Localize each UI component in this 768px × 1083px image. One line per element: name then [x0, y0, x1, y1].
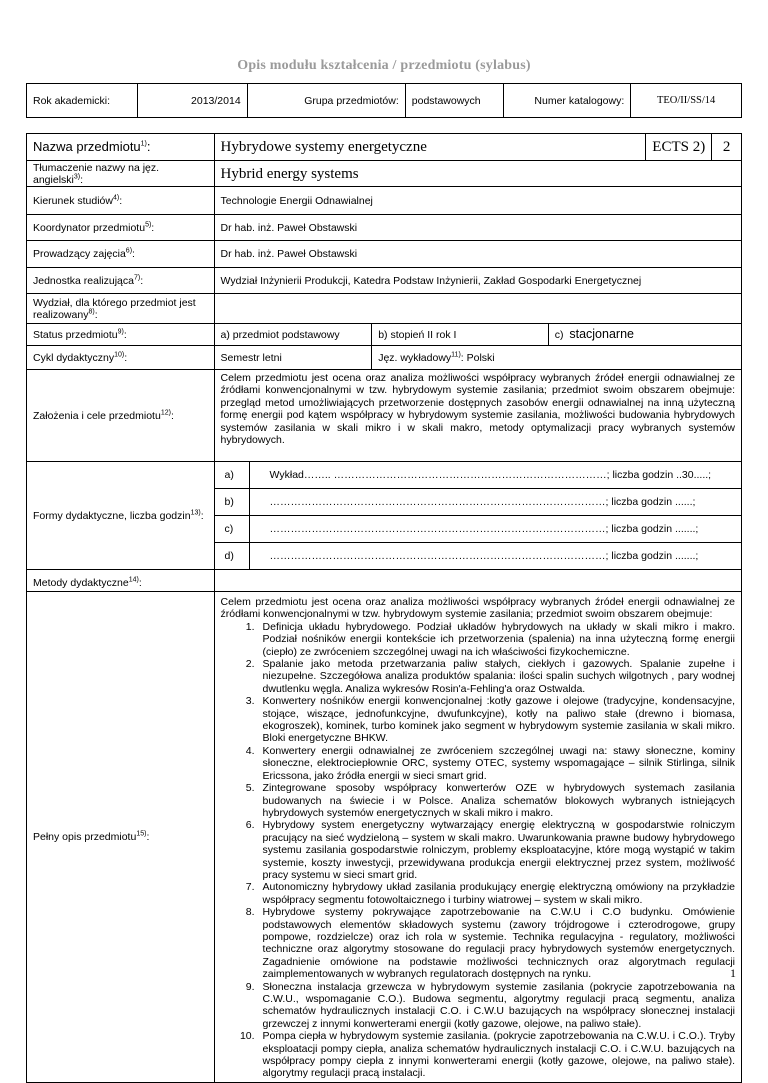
document-title: Opis modułu kształcenia / przedmiotu (sylabus): [237, 58, 531, 73]
numer-label: Numer katalogowy:: [534, 94, 625, 107]
zal-sup: 12): [160, 409, 171, 416]
metody-sup: 14): [128, 576, 139, 584]
list-item: [221, 745, 735, 782]
ects-label-cell: [646, 134, 712, 161]
status-label-cell: Status przedmiotu$^{9)}$:: [27, 324, 215, 346]
list-num: 5.: [245, 782, 255, 795]
cykl-label: Cykl dydaktyczny: [33, 351, 115, 364]
prow-value-cell: [214, 241, 741, 268]
forma-value: ……………………………………………………………………………………; liczba godzin ......;: [269, 496, 696, 508]
metody-label: Metody dydaktyczne: [33, 577, 129, 589]
wydz-label: Wydział, dla którego przedmiot jest realizowany: [33, 296, 196, 321]
cykl-sup: 10): [114, 351, 125, 358]
jez-value: : Polski: [460, 351, 495, 364]
row-metody: [27, 570, 742, 592]
row-tlumaczenie: [27, 161, 742, 187]
list-num: 2.: [245, 658, 255, 671]
prow-label: Prowadzący zajęcia: [33, 248, 126, 260]
syllabus-table: [26, 133, 742, 1083]
list-item: [221, 782, 735, 819]
zal-label-cell: Założenia i cele przedmiotu$^{12)}$:: [27, 370, 215, 462]
forma-value: ……………………………………………………………………………………; liczba godzin .......;: [269, 523, 699, 535]
nazwa-label: Nazwa przedmiotu: [33, 139, 141, 154]
list-num: 10.: [239, 1030, 255, 1043]
koord-label: Koordynator przedmiotu: [33, 221, 146, 234]
list-text: Pompa ciepła w hybrydowym systemie zasilania. (pokrycie zapotrzebowania na C.W.U. i C.O.). Tryby eksploatacji pompy ciepła, analiza schematów hydraulicznych instalacji C.O. i C.W.U. bazujących na współpracy pompy ciepła z innymi konwerterami energii (kotły gazowe, olejowe, na paliwo stałe). algorytmy regulacji pracą instalacji.: [262, 1030, 735, 1080]
row-koordynator: [27, 215, 742, 241]
grupa-value-cell: [405, 84, 503, 118]
nazwa-value-cell: [214, 134, 646, 161]
tlum-label-cell: Tłumaczenie nazwy na jęz. angielski$^{3)}$:: [27, 161, 215, 187]
page-number: 1: [730, 966, 736, 980]
kier-sup: 4): [112, 194, 120, 201]
jedn-value-cell: [214, 268, 741, 294]
row-zalozenia: [27, 370, 742, 462]
formy-value-cell: [214, 462, 741, 570]
kier-value-cell: [214, 187, 741, 215]
grupa-label: Grupa przedmiotów:: [304, 94, 399, 107]
rok-label-cell: [27, 84, 138, 118]
list-num: 8.: [245, 906, 255, 919]
formy-sup: 13): [190, 509, 201, 516]
status-c: stacjonarne: [569, 327, 634, 341]
metody-label-cell: Metody dydaktyczne$^{14)}$:: [27, 570, 215, 592]
pelny-value-cell: [214, 592, 741, 1083]
tlum-value: Hybrid energy systems: [220, 165, 359, 182]
prow-sup: 6): [125, 247, 133, 255]
ects-value: 2: [722, 139, 731, 155]
list-item: [221, 658, 735, 695]
nazwa-label-cell: Nazwa przedmiotu$^{1)}$:: [27, 134, 215, 161]
forma-row: [215, 489, 741, 516]
list-text: Autonomiczny hybrydowy układ zasilania produkujący energię elektryczną omówiony na przykładzie współpracy segmentu fotowoltaicznego i turbiny wiatrowej – system w skali mikro.: [262, 881, 735, 906]
grupa-label-cell: [247, 84, 405, 118]
koord-sup: 5): [145, 221, 152, 228]
jez-cell: [372, 346, 742, 370]
cykl-value-cell: [214, 346, 372, 370]
status-a: a) przedmiot podstawowy: [220, 328, 340, 341]
jedn-sup: 7): [133, 274, 141, 281]
status-label: Status przedmiotu: [33, 328, 118, 341]
jedn-value: Wydział Inżynierii Produkcji, Katedra Podstaw Inżynierii, Zakład Gospodarki Energetycznej: [220, 274, 642, 287]
forma-row: [215, 462, 741, 489]
prow-value: Dr hab. inż. Paweł Obstawski: [220, 248, 358, 260]
pelny-label-cell: Pełny opis przedmiotu$^{15)}$:: [27, 592, 215, 1083]
list-num: 7.: [245, 881, 255, 894]
kier-label: Kierunek studiów: [33, 194, 113, 207]
ects-value-cell: [712, 134, 742, 161]
list-text: Definicja układu hybrydowego. Podział układów hybrydowych na układy w skali mikro i makro. Podział nośników energii kontekście ich przetworzenia (spalenia) na inna użyteczną formę energii (ciepło) ze zwróceniem szczególnej uwagi na ich właściwości fizykochemiczne.: [262, 620, 735, 658]
zal-value: Celem przedmiotu jest ocena oraz analiza możliwości współpracy wybranych źródeł energii odnawialnej ze źródłami konwencjonalnymi w tzw. hybrydowym systemie zasilania; przedmiot swoim obszarem obejmuje: przegląd metod umożliwiających przetworzenie dostępnych zasobów energii odnawialnej na inną użyteczną formę energii pod kątem współpracy w hybrydowym systemie zasilania, możliwości budowania hybrydowych systemów zasilania w skali mikro i w skali makro, metody optymalizacji pracy wybranych systemów hybrydowych.: [220, 372, 735, 447]
tlum-label: Tłumaczenie nazwy na jęz. angielski: [33, 161, 160, 186]
forma-label: d): [215, 543, 250, 569]
rok-value-cell: [137, 84, 247, 118]
list-text: Hybrydowe systemy pokrywające zapotrzebowanie na C.W.U i C.O budynku. Omówienie podstawowych elementów składowych systemu (zawory trójdrogowe i czterodrogowe, grupy pompowe, rozdzielcze) oraz ich rola w systemie. Technika regulacyjna - regulatory, możliwości techniczne oraz algorytmy stosowane do regulacji pracy hybrydowych systemów energetycznych. Zagadnienie omówione na podstawie możliwości technicznych oraz algorytmach regulacji zaimplementowanych w wybranych regulatorach dostępnych na rynku.: [262, 906, 735, 981]
metody-value-cell: [214, 570, 741, 592]
list-num: 3.: [245, 695, 255, 708]
forma-value: ……………………………………………………………………………………; liczba godzin .......;: [269, 550, 699, 562]
pelny-list: [221, 621, 735, 1080]
list-item: [221, 1030, 735, 1080]
wydz-sup: 8): [88, 308, 95, 315]
wydz-label-cell: Wydział, dla którego przedmiot jest realizowany$^{8)}$:: [27, 294, 215, 324]
list-item: [221, 621, 735, 658]
kier-label-cell: Kierunek studiów$^{4)}$:: [27, 187, 215, 215]
grupa-value: podstawowych: [411, 94, 481, 107]
list-num: 6.: [245, 819, 255, 832]
jez-label: Jęz. wykładowy: [378, 351, 452, 364]
zal-label: Założenia i cele przedmiotu: [33, 409, 161, 422]
wydz-value-cell: [214, 294, 741, 324]
row-formy: [27, 462, 742, 570]
nazwa-sup: 1): [140, 140, 147, 148]
forma-value: Wykład…….. ……………………………………………………………………; liczba godzin ..30.....;: [269, 469, 712, 481]
koord-value-cell: [214, 215, 741, 241]
list-item: [221, 906, 735, 980]
list-text: Zintegrowane sposoby współpracy konwerterów OZE w hybrydowych systemach zasilania budowanych na świecie i w Polsce. Analiza schematów blokowych wybranych istniejących hybrydowych systemów energetycznych w skali mikro i makro.: [262, 782, 735, 819]
list-text: Słoneczna instalacja grzewcza w hybrydowym systemie zasilania (pokrycie zapotrzebowania na C.W.U., wspomaganie C.O.). Budowa segmentu, algorytmy regulacji pracą segmentu, analiza schematów hydraulicznych instalacji C.O. i C.W.U bazujących na współpracy słonecznej instalacji grzewczej z innymi konwerterami energii (kotły gazowe, olejowe, na paliwo stałe).: [262, 980, 735, 1030]
list-text: Konwertery nośników energii konwencjonalnej :kotły gazowe i olejowe (tradycyjne, kondensacyjne, stojące, wiszące, jednofunkcyjne, dwufunkcyjne), kotły na paliwo stałe (drewno i biomasa, ekogroszek), kominek, turbo kominek jako segment w hybrydowym systemie zasilania w skali mikro. Bloki energetyczne BHKW.: [262, 695, 735, 745]
list-text: Spalanie jako metoda przetwarzania paliw stałych, ciekłych i gazowych. Spalanie zupełne i niezupełne. Szczegółowa analiza produktów spalania: ilości spalin suchych wilgotnych , pary wodnej dwutlenku węgla. Analiza wykresów Rosin'a-Fehling'a oraz Ostwalda.: [262, 658, 735, 695]
forma-label: b): [215, 489, 250, 515]
list-item: [221, 881, 735, 906]
koord-value: Dr hab. inż. Paweł Obstawski: [220, 221, 358, 234]
list-text: Konwertery energii odnawialnej ze zwróceniem szczególnej uwagi na: stawy słoneczne, kominy słoneczne, elektrociepłownie ORC, systemy OTEC, systemy wspomagające – silnik Stirlinga, silnik Ericssona, jako źródła energii w sieci smart grid.: [262, 744, 735, 782]
tlum-sup: 3): [73, 173, 81, 180]
numer-value-cell: [631, 84, 742, 118]
koord-label-cell: Koordynator przedmiotu$^{5)}$:: [27, 215, 215, 241]
list-item: [221, 695, 735, 745]
numer-value: TEO/II/SS/14: [656, 94, 716, 106]
numer-label-cell: [503, 84, 630, 118]
forma-label: c): [215, 516, 250, 542]
row-jednostka: [27, 268, 742, 294]
nazwa-value: Hybrydowe systemy energetyczne: [220, 139, 427, 155]
prow-label-cell: Prowadzący zajęcia$^{6)}$:: [27, 241, 215, 268]
list-text: Hybrydowy system energetyczny wytwarzający energię elektryczną w gospodarstwie rolniczym pracujący na sieć wydzieloną – system w skali makro. Uwarunkowania prawne budowy hybrydowego systemu zasilania gospodarstwie rolniczym, problemy eksploatacyjne, które mogą wystąpić w takim systemie, koszty inwestycji, przewidywana produkcja energii elektrycznej przez system, możliwość pracy systemu w sieci smart grid.: [262, 819, 735, 881]
kier-value: Technologie Energii Odnawialnej: [220, 194, 373, 207]
tlum-value-cell: [214, 161, 741, 187]
ects-label: ECTS 2): [652, 139, 706, 155]
row-nazwa: [27, 134, 742, 161]
forma-row: [215, 543, 741, 569]
row-cykl: [27, 346, 742, 370]
status-a-cell: [214, 324, 372, 346]
row-status: [27, 324, 742, 346]
forma-label: a): [215, 462, 250, 488]
forma-row: [215, 516, 741, 543]
pelny-sup: 15): [136, 830, 147, 838]
status-b-cell: [372, 324, 549, 346]
cykl-value: Semestr letni: [220, 351, 282, 364]
zal-value-cell: [214, 370, 741, 462]
pelny-intro: Celem przedmiotu jest ocena oraz analiza możliwości współpracy wybranych źródeł energii odnawialnej ze źródłami konwencjonalnymi w tzw. hybrydowym systemie zasilania; przedmiot swoim obszarem obejmuje:: [220, 596, 735, 621]
list-item: [221, 981, 735, 1031]
status-sup: 9): [117, 328, 124, 335]
row-pelny-opis: [27, 592, 742, 1083]
row-kierunek: [27, 187, 742, 215]
top-info-table: [26, 83, 742, 118]
cykl-label-cell: Cykl dydaktyczny$^{10)}$:: [27, 346, 215, 370]
status-b: b) stopień II rok I: [378, 328, 457, 341]
pelny-label: Pełny opis przedmiotu: [33, 830, 137, 843]
status-c-prefix: c): [554, 329, 564, 341]
rok-value: 2013/2014: [191, 94, 241, 107]
status-c-cell: [548, 324, 741, 346]
jedn-label: Jednostka realizująca: [33, 274, 134, 287]
formy-label: Formy dydaktyczne, liczba godzin: [33, 509, 191, 522]
jez-sup: 11): [451, 351, 461, 358]
list-num: 9.: [245, 980, 255, 993]
rok-label: Rok akademicki:: [33, 94, 111, 107]
list-num: 4.: [245, 744, 255, 757]
formy-label-cell: Formy dydaktyczne, liczba godzin$^{13)}$:: [27, 462, 215, 570]
jedn-label-cell: Jednostka realizująca$^{7)}$:: [27, 268, 215, 294]
row-prowadzacy: [27, 241, 742, 268]
list-item: [221, 819, 735, 881]
list-num: 1.: [245, 620, 255, 633]
row-wydzial: [27, 294, 742, 324]
